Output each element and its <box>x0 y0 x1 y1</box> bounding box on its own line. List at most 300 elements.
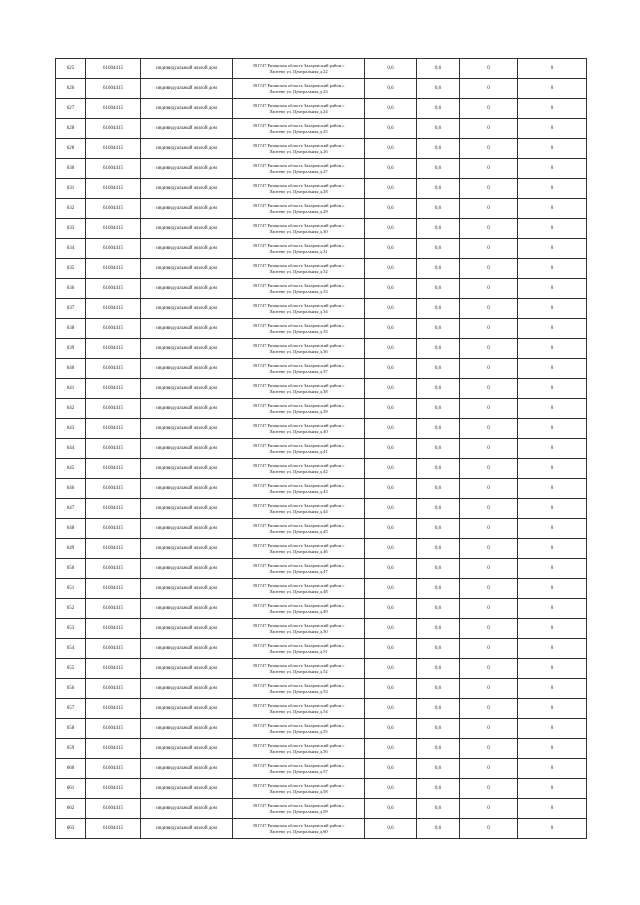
table-row <box>56 739 587 759</box>
value-4-cell: 0 <box>518 199 587 219</box>
table-row <box>56 639 587 659</box>
value-3-cell: 0 <box>460 339 518 359</box>
address-line-1: 391747 Рязанская область Захаровский район с <box>252 382 345 388</box>
code-cell: 61604415 <box>86 339 141 359</box>
value-2-cell: 0,6 <box>417 279 460 299</box>
address-line-2: Лаптево ул. Центральная д.42 <box>269 468 328 474</box>
table-row <box>56 259 587 279</box>
table-row <box>56 699 587 719</box>
value-4-cell: 0 <box>518 639 587 659</box>
address-line-2: Лаптево ул. Центральная д.39 <box>269 408 328 414</box>
row-number-cell: 641 <box>56 379 86 399</box>
address-cell <box>233 779 365 799</box>
value-2-cell: 0,6 <box>417 379 460 399</box>
value-2-cell: 0,6 <box>417 519 460 539</box>
row-number-cell: 633 <box>56 219 86 239</box>
value-1-cell: 0,6 <box>365 619 417 639</box>
code-cell: 61604415 <box>86 219 141 239</box>
address-line-1: 391747 Рязанская область Захаровский район с <box>252 322 345 328</box>
row-number-cell: 647 <box>56 499 86 519</box>
table-row <box>56 599 587 619</box>
object-type-cell: индивидуальный жилой дом <box>141 419 233 439</box>
address-cell <box>233 479 365 499</box>
value-1-cell: 0,6 <box>365 399 417 419</box>
table-row <box>56 399 587 419</box>
address-cell <box>233 359 365 379</box>
table-row <box>56 119 587 139</box>
object-type-cell: индивидуальный жилой дом <box>141 699 233 719</box>
value-2-cell: 0,6 <box>417 239 460 259</box>
code-cell: 61604415 <box>86 659 141 679</box>
address-line-2: Лаптево ул. Центральная д.52 <box>269 668 328 674</box>
row-number-cell: 659 <box>56 739 86 759</box>
address-cell <box>233 79 365 99</box>
value-1-cell: 0,6 <box>365 299 417 319</box>
code-cell: 61604415 <box>86 699 141 719</box>
address-line-2: Лаптево ул. Центральная д.56 <box>269 748 328 754</box>
address-cell <box>233 159 365 179</box>
table-row <box>56 439 587 459</box>
value-4-cell: 0 <box>518 159 587 179</box>
value-1-cell: 0,6 <box>365 639 417 659</box>
value-3-cell: 0 <box>460 59 518 79</box>
value-3-cell: 0 <box>460 239 518 259</box>
object-type-cell: индивидуальный жилой дом <box>141 639 233 659</box>
object-type-cell: индивидуальный жилой дом <box>141 279 233 299</box>
address-line-2: Лаптево ул. Центральная д.57 <box>269 768 328 774</box>
value-4-cell: 0 <box>518 599 587 619</box>
object-type-cell: индивидуальный жилой дом <box>141 579 233 599</box>
code-cell: 61604415 <box>86 319 141 339</box>
value-3-cell: 0 <box>460 559 518 579</box>
value-2-cell: 0,6 <box>417 179 460 199</box>
object-type-cell: индивидуальный жилой дом <box>141 319 233 339</box>
value-1-cell: 0,6 <box>365 499 417 519</box>
value-2-cell: 0,6 <box>417 139 460 159</box>
address-cell <box>233 519 365 539</box>
row-number-cell: 653 <box>56 619 86 639</box>
address-cell <box>233 199 365 219</box>
address-cell <box>233 419 365 439</box>
value-1-cell: 0,6 <box>365 559 417 579</box>
table-row <box>56 279 587 299</box>
address-line-2: Лаптево ул. Центральная д.58 <box>269 788 328 794</box>
address-cell <box>233 119 365 139</box>
object-type-cell: индивидуальный жилой дом <box>141 499 233 519</box>
value-4-cell: 0 <box>518 619 587 639</box>
table-row <box>56 299 587 319</box>
table-row <box>56 619 587 639</box>
address-line-1: 391747 Рязанская область Захаровский район с <box>252 182 345 188</box>
table-row <box>56 99 587 119</box>
code-cell: 61604415 <box>86 499 141 519</box>
table-row <box>56 679 587 699</box>
address-line-1: 391747 Рязанская область Захаровский район с <box>252 562 345 568</box>
address-line-1: 391747 Рязанская область Захаровский район с <box>252 362 345 368</box>
code-cell: 61604415 <box>86 599 141 619</box>
address-line-2: Лаптево ул. Центральная д.26 <box>269 148 328 154</box>
value-2-cell: 0,6 <box>417 419 460 439</box>
object-type-cell: индивидуальный жилой дом <box>141 439 233 459</box>
value-1-cell: 0,6 <box>365 159 417 179</box>
value-4-cell: 0 <box>518 819 587 839</box>
address-line-1: 391747 Рязанская область Захаровский район с <box>252 122 345 128</box>
address-line-2: Лаптево ул. Центральная д.59 <box>269 808 328 814</box>
value-4-cell: 0 <box>518 299 587 319</box>
object-type-cell: индивидуальный жилой дом <box>141 259 233 279</box>
address-line-2: Лаптево ул. Центральная д.53 <box>269 688 328 694</box>
address-line-1: 391747 Рязанская область Захаровский район с <box>252 522 345 528</box>
value-4-cell: 0 <box>518 459 587 479</box>
value-2-cell: 0,6 <box>417 579 460 599</box>
value-2-cell: 0,6 <box>417 59 460 79</box>
code-cell: 61604415 <box>86 59 141 79</box>
code-cell: 61604415 <box>86 119 141 139</box>
value-2-cell: 0,6 <box>417 79 460 99</box>
address-line-1: 391747 Рязанская область Захаровский район с <box>252 162 345 168</box>
object-type-cell: индивидуальный жилой дом <box>141 239 233 259</box>
value-1-cell: 0,6 <box>365 699 417 719</box>
row-number-cell: 644 <box>56 439 86 459</box>
address-line-2: Лаптево ул. Центральная д.33 <box>269 288 328 294</box>
value-3-cell: 0 <box>460 399 518 419</box>
table-row <box>56 719 587 739</box>
value-4-cell: 0 <box>518 679 587 699</box>
value-4-cell: 0 <box>518 179 587 199</box>
value-1-cell: 0,6 <box>365 419 417 439</box>
value-3-cell: 0 <box>460 359 518 379</box>
row-number-cell: 654 <box>56 639 86 659</box>
table-row <box>56 339 587 359</box>
address-line-1: 391747 Рязанская область Захаровский район с <box>252 82 345 88</box>
row-number-cell: 630 <box>56 159 86 179</box>
value-4-cell: 0 <box>518 799 587 819</box>
value-3-cell: 0 <box>460 779 518 799</box>
value-3-cell: 0 <box>460 619 518 639</box>
value-4-cell: 0 <box>518 319 587 339</box>
table-row <box>56 219 587 239</box>
address-line-2: Лаптево ул. Центральная д.27 <box>269 168 328 174</box>
value-1-cell: 0,6 <box>365 99 417 119</box>
value-3-cell: 0 <box>460 579 518 599</box>
object-type-cell: индивидуальный жилой дом <box>141 219 233 239</box>
object-type-cell: индивидуальный жилой дом <box>141 599 233 619</box>
code-cell: 61604415 <box>86 619 141 639</box>
object-type-cell: индивидуальный жилой дом <box>141 619 233 639</box>
address-cell <box>233 699 365 719</box>
address-line-1: 391747 Рязанская область Захаровский район с <box>252 622 345 628</box>
address-line-1: 391747 Рязанская область Захаровский район с <box>252 62 345 68</box>
code-cell: 61604415 <box>86 239 141 259</box>
address-line-1: 391747 Рязанская область Захаровский район с <box>252 102 345 108</box>
address-line-2: Лаптево ул. Центральная д.35 <box>269 328 328 334</box>
table-row <box>56 579 587 599</box>
code-cell: 61604415 <box>86 479 141 499</box>
address-line-1: 391747 Рязанская область Захаровский район с <box>252 822 345 828</box>
value-3-cell: 0 <box>460 659 518 679</box>
address-line-2: Лаптево ул. Центральная д.23 <box>269 88 328 94</box>
value-4-cell: 0 <box>518 559 587 579</box>
address-line-1: 391747 Рязанская область Захаровский район с <box>252 402 345 408</box>
table-row <box>56 159 587 179</box>
object-type-cell: индивидуальный жилой дом <box>141 139 233 159</box>
value-1-cell: 0,6 <box>365 379 417 399</box>
address-cell <box>233 579 365 599</box>
address-line-1: 391747 Рязанская область Захаровский район с <box>252 482 345 488</box>
code-cell: 61604415 <box>86 559 141 579</box>
value-4-cell: 0 <box>518 439 587 459</box>
address-line-1: 391747 Рязанская область Захаровский район с <box>252 742 345 748</box>
value-1-cell: 0,6 <box>365 279 417 299</box>
row-number-cell: 640 <box>56 359 86 379</box>
table-row <box>56 559 587 579</box>
value-3-cell: 0 <box>460 219 518 239</box>
value-1-cell: 0,6 <box>365 79 417 99</box>
address-cell <box>233 239 365 259</box>
value-3-cell: 0 <box>460 99 518 119</box>
value-1-cell: 0,6 <box>365 359 417 379</box>
address-cell <box>233 539 365 559</box>
code-cell: 61604415 <box>86 779 141 799</box>
address-line-1: 391747 Рязанская область Захаровский район с <box>252 422 345 428</box>
address-line-1: 391747 Рязанская область Захаровский район с <box>252 442 345 448</box>
address-line-2: Лаптево ул. Центральная д.44 <box>269 508 328 514</box>
object-type-cell: индивидуальный жилой дом <box>141 659 233 679</box>
address-line-2: Лаптево ул. Центральная д.47 <box>269 568 328 574</box>
value-2-cell: 0,6 <box>417 339 460 359</box>
row-number-cell: 642 <box>56 399 86 419</box>
object-type-cell: индивидуальный жилой дом <box>141 159 233 179</box>
value-4-cell: 0 <box>518 59 587 79</box>
address-line-2: Лаптево ул. Центральная д.48 <box>269 588 328 594</box>
value-2-cell: 0,6 <box>417 659 460 679</box>
value-4-cell: 0 <box>518 739 587 759</box>
address-line-2: Лаптево ул. Центральная д.46 <box>269 548 328 554</box>
value-2-cell: 0,6 <box>417 799 460 819</box>
address-cell <box>233 639 365 659</box>
row-number-cell: 645 <box>56 459 86 479</box>
value-4-cell: 0 <box>518 259 587 279</box>
object-type-cell: индивидуальный жилой дом <box>141 199 233 219</box>
value-4-cell: 0 <box>518 779 587 799</box>
object-type-cell: индивидуальный жилой дом <box>141 819 233 839</box>
row-number-cell: 625 <box>56 59 86 79</box>
table-row <box>56 419 587 439</box>
code-cell: 61604415 <box>86 159 141 179</box>
row-number-cell: 637 <box>56 299 86 319</box>
address-cell <box>233 339 365 359</box>
address-line-2: Лаптево ул. Центральная д.45 <box>269 528 328 534</box>
value-4-cell: 0 <box>518 399 587 419</box>
object-type-cell: индивидуальный жилой дом <box>141 759 233 779</box>
address-line-2: Лаптево ул. Центральная д.37 <box>269 368 328 374</box>
row-number-cell: 658 <box>56 719 86 739</box>
value-3-cell: 0 <box>460 539 518 559</box>
address-cell <box>233 559 365 579</box>
value-4-cell: 0 <box>518 379 587 399</box>
table-row <box>56 59 587 79</box>
value-3-cell: 0 <box>460 279 518 299</box>
address-line-1: 391747 Рязанская область Захаровский район с <box>252 502 345 508</box>
table-row <box>56 79 587 99</box>
object-type-cell: индивидуальный жилой дом <box>141 299 233 319</box>
value-4-cell: 0 <box>518 239 587 259</box>
address-cell <box>233 819 365 839</box>
value-3-cell: 0 <box>460 499 518 519</box>
row-number-cell: 650 <box>56 559 86 579</box>
object-type-cell: индивидуальный жилой дом <box>141 179 233 199</box>
object-type-cell: индивидуальный жилой дом <box>141 559 233 579</box>
code-cell: 61604415 <box>86 679 141 699</box>
code-cell: 61604415 <box>86 179 141 199</box>
code-cell: 61604415 <box>86 399 141 419</box>
value-3-cell: 0 <box>460 639 518 659</box>
address-cell <box>233 439 365 459</box>
object-type-cell: индивидуальный жилой дом <box>141 59 233 79</box>
row-number-cell: 636 <box>56 279 86 299</box>
value-3-cell: 0 <box>460 379 518 399</box>
address-line-2: Лаптево ул. Центральная д.30 <box>269 228 328 234</box>
value-1-cell: 0,6 <box>365 259 417 279</box>
object-type-cell: индивидуальный жилой дом <box>141 79 233 99</box>
table-row <box>56 479 587 499</box>
row-number-cell: 632 <box>56 199 86 219</box>
value-1-cell: 0,6 <box>365 139 417 159</box>
address-line-1: 391747 Рязанская область Захаровский район с <box>252 542 345 548</box>
value-2-cell: 0,6 <box>417 479 460 499</box>
value-4-cell: 0 <box>518 519 587 539</box>
value-2-cell: 0,6 <box>417 359 460 379</box>
value-2-cell: 0,6 <box>417 319 460 339</box>
table-row <box>56 519 587 539</box>
address-cell <box>233 139 365 159</box>
address-cell <box>233 679 365 699</box>
registry-table-body <box>56 59 587 839</box>
value-1-cell: 0,6 <box>365 799 417 819</box>
object-type-cell: индивидуальный жилой дом <box>141 339 233 359</box>
value-1-cell: 0,6 <box>365 779 417 799</box>
value-2-cell: 0,6 <box>417 439 460 459</box>
value-3-cell: 0 <box>460 679 518 699</box>
address-line-2: Лаптево ул. Центральная д.31 <box>269 248 328 254</box>
value-3-cell: 0 <box>460 719 518 739</box>
code-cell: 61604415 <box>86 739 141 759</box>
row-number-cell: 663 <box>56 819 86 839</box>
address-cell <box>233 459 365 479</box>
code-cell: 61604415 <box>86 519 141 539</box>
value-2-cell: 0,6 <box>417 759 460 779</box>
value-2-cell: 0,6 <box>417 739 460 759</box>
value-3-cell: 0 <box>460 79 518 99</box>
address-line-1: 391747 Рязанская область Захаровский район с <box>252 462 345 468</box>
value-4-cell: 0 <box>518 359 587 379</box>
address-cell <box>233 179 365 199</box>
address-line-1: 391747 Рязанская область Захаровский район с <box>252 302 345 308</box>
value-4-cell: 0 <box>518 99 587 119</box>
address-line-2: Лаптево ул. Центральная д.25 <box>269 128 328 134</box>
row-number-cell: 626 <box>56 79 86 99</box>
code-cell: 61604415 <box>86 139 141 159</box>
object-type-cell: индивидуальный жилой дом <box>141 399 233 419</box>
code-cell: 61604415 <box>86 99 141 119</box>
address-line-1: 391747 Рязанская область Захаровский район с <box>252 662 345 668</box>
value-1-cell: 0,6 <box>365 59 417 79</box>
value-3-cell: 0 <box>460 179 518 199</box>
row-number-cell: 660 <box>56 759 86 779</box>
value-2-cell: 0,6 <box>417 599 460 619</box>
address-line-1: 391747 Рязанская область Захаровский район с <box>252 702 345 708</box>
value-1-cell: 0,6 <box>365 659 417 679</box>
address-cell <box>233 99 365 119</box>
code-cell: 61604415 <box>86 459 141 479</box>
value-1-cell: 0,6 <box>365 739 417 759</box>
value-2-cell: 0,6 <box>417 819 460 839</box>
value-1-cell: 0,6 <box>365 439 417 459</box>
value-2-cell: 0,6 <box>417 619 460 639</box>
code-cell: 61604415 <box>86 379 141 399</box>
value-3-cell: 0 <box>460 819 518 839</box>
value-4-cell: 0 <box>518 659 587 679</box>
value-2-cell: 0,6 <box>417 779 460 799</box>
value-4-cell: 0 <box>518 479 587 499</box>
value-1-cell: 0,6 <box>365 679 417 699</box>
object-type-cell: индивидуальный жилой дом <box>141 479 233 499</box>
address-line-2: Лаптево ул. Центральная д.43 <box>269 488 328 494</box>
address-cell <box>233 399 365 419</box>
row-number-cell: 628 <box>56 119 86 139</box>
code-cell: 61604415 <box>86 819 141 839</box>
value-1-cell: 0,6 <box>365 719 417 739</box>
object-type-cell: индивидуальный жилой дом <box>141 739 233 759</box>
row-number-cell: 657 <box>56 699 86 719</box>
value-1-cell: 0,6 <box>365 459 417 479</box>
value-2-cell: 0,6 <box>417 299 460 319</box>
address-line-2: Лаптево ул. Центральная д.24 <box>269 108 328 114</box>
value-1-cell: 0,6 <box>365 239 417 259</box>
value-1-cell: 0,6 <box>365 819 417 839</box>
address-cell <box>233 319 365 339</box>
row-number-cell: 639 <box>56 339 86 359</box>
address-line-2: Лаптево ул. Центральная д.55 <box>269 728 328 734</box>
address-cell <box>233 259 365 279</box>
value-1-cell: 0,6 <box>365 539 417 559</box>
value-1-cell: 0,6 <box>365 599 417 619</box>
object-type-cell: индивидуальный жилой дом <box>141 519 233 539</box>
value-3-cell: 0 <box>460 159 518 179</box>
value-3-cell: 0 <box>460 259 518 279</box>
table-row <box>56 319 587 339</box>
address-line-2: Лаптево ул. Центральная д.54 <box>269 708 328 714</box>
address-line-1: 391747 Рязанская область Захаровский район с <box>252 682 345 688</box>
value-3-cell: 0 <box>460 319 518 339</box>
object-type-cell: индивидуальный жилой дом <box>141 779 233 799</box>
table-row <box>56 819 587 839</box>
value-1-cell: 0,6 <box>365 119 417 139</box>
value-1-cell: 0,6 <box>365 199 417 219</box>
row-number-cell: 634 <box>56 239 86 259</box>
address-line-1: 391747 Рязанская область Захаровский район с <box>252 142 345 148</box>
value-2-cell: 0,6 <box>417 559 460 579</box>
value-3-cell: 0 <box>460 799 518 819</box>
object-type-cell: индивидуальный жилой дом <box>141 719 233 739</box>
address-cell <box>233 599 365 619</box>
value-4-cell: 0 <box>518 699 587 719</box>
address-line-1: 391747 Рязанская область Захаровский район с <box>252 342 345 348</box>
row-number-cell: 652 <box>56 599 86 619</box>
code-cell: 61604415 <box>86 199 141 219</box>
value-4-cell: 0 <box>518 339 587 359</box>
value-2-cell: 0,6 <box>417 399 460 419</box>
